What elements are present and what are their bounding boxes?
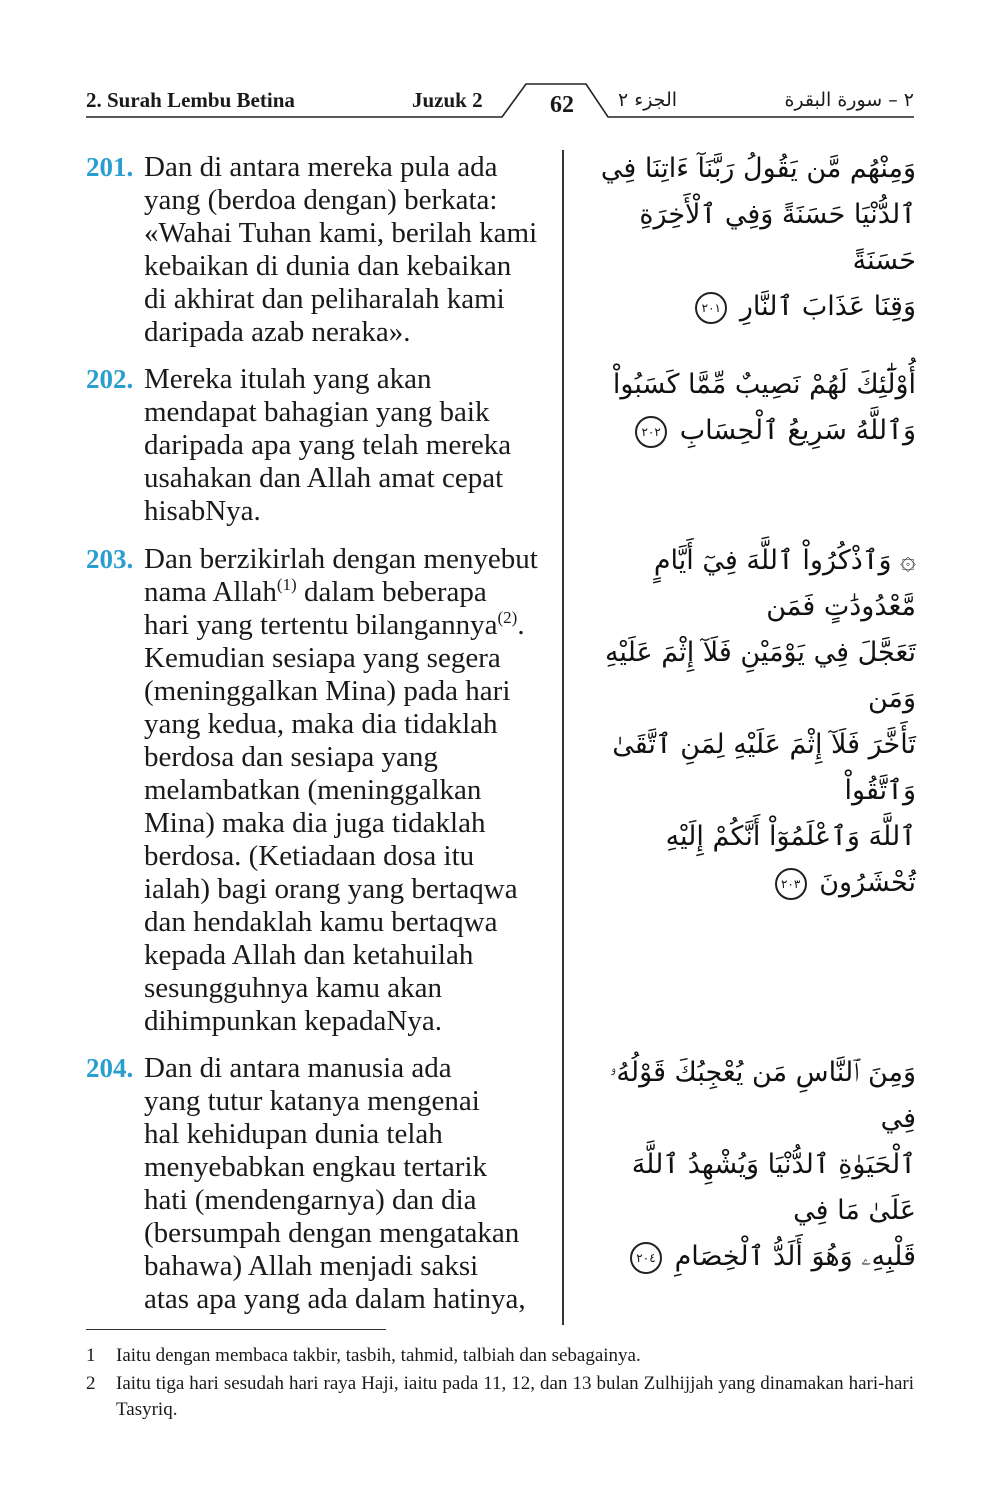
verse-201-translation [86,151,558,349]
column-divider [562,150,564,1325]
ayah-end-mark-icon: ٢٠١ [695,292,727,324]
footnote-number: 2 [86,1373,96,1394]
verse-202-translation [86,363,558,528]
header-surah-title-arabic: ٢ – سورة البقرة [784,89,914,111]
verse-number: 204. [86,1053,134,1083]
verse-201-arabic [578,146,916,330]
footnote-ref-2[interactable]: (2) [497,608,518,627]
verse-203-translation [86,543,558,1038]
page-number: 62 [550,92,574,118]
arabic-text: وَمِنَ ٱلنَّاسِ مَن يُعْجِبُكَ قَوْلُهُۥ فِي ٱلْحَيَوٰةِ ٱلدُّنْيَا وَيُشْهِدُ ٱللَّهَ عَلَىٰ مَا فِي قَلْبِهِۦ وَهُوَ أَلَدُّ ٱلْخِصَامِ [609,1057,916,1272]
verse-204-translation [86,1052,558,1316]
arabic-text: ۞ وَٱذْكُرُواْ ٱللَّهَ فِيٓ أَيَّامٍ مَّعْدُودَٰتٍ فَمَن تَعَجَّلَ فِي يَوْمَيْنِ فَلَآ إِثْمَ عَلَيْهِ وَمَن تَأَخَّرَ فَلَآ إِثْمَ عَلَيْهِ لِمَنِ ٱتَّقَىٰ وَٱتَّقُواْ ٱللَّهَ وَٱعْلَمُوٓاْ أَنَّكُمْ إِلَيْهِ تُحْشَرُونَ [604,545,916,898]
verse-203-arabic [578,538,916,906]
footnote-number: 1 [86,1345,96,1366]
ayah-end-mark-icon: ٢٠٢ [635,416,667,448]
verse-text: Dan di antara manusia ada yang tutur katanya mengenai hal kehidupan dunia telah menyebabkan engkau tertarik hati (mendengarnya) dan dia (bersumpah dengan mengatakan bahawa) Allah menjadi saksi atas apa yang ada dalam hatinya, [144,1052,526,1315]
verse-number: 203. [86,544,134,574]
header-juz-malay: Juzuk 2 [412,88,483,112]
footnote-2 [86,1371,914,1423]
header-juz-arabic: الجزء ٢ [618,89,678,111]
header-rule-with-page-tab [0,0,1000,130]
verse-text-part: . Kemudian sesiapa yang segera (meninggalkan Mina) pada hari yang kedua, maka dia tidaklah berdosa dan sesiapa yang melambatkan (meninggalkan Mina) maka dia juga tidaklah berdosa. (Ketiadaan dosa itu ialah) bagi orang yang bertaqwa dan hendaklah kamu bertaqwa kepada Allah dan ketahuilah sesungguhnya kamu akan dihimpunkan kepadaNya. [144,609,525,1037]
ayah-end-mark-icon: ٢٠٤ [630,1242,662,1274]
footnote-rule [86,1329,386,1330]
verse-text: Dan di antara mereka pula ada yang (berdoa dengan) berkata: «Wahai Tuhan kami, berilah kami kebaikan di dunia dan kebaikan di akhirat dan peliharalah kami daripada azab neraka». [144,151,538,348]
verse-text [144,543,558,1038]
verse-text-part: Dan berzikirlah dengan menyebut nama Allah [144,543,538,608]
header-surah-title-malay: 2. Surah Lembu Betina [86,88,295,112]
verse-number: 201. [86,152,134,182]
footnote-text: Iaitu tiga hari sesudah hari raya Haji, iaitu pada 11, 12, dan 13 bulan Zulhijjah yang dinamakan hari-hari Tasyriq. [116,1373,914,1420]
verse-202-arabic [578,362,916,454]
arabic-text: وَمِنْهُم مَّن يَقُولُ رَبَّنَآ ءَاتِنَا فِي ٱلدُّنْيَا حَسَنَةً وَفِي ٱلْأَخِرَةِ حَسَنَةً وَقِنَا عَذَابَ ٱلنَّارِ [600,153,916,322]
verse-204-arabic [578,1050,916,1280]
footnote-text: Iaitu dengan membaca takbir, tasbih, tahmid, talbiah dan sebagainya. [116,1345,641,1366]
verse-text-part: dalam beberapa hari yang tertentu bilangannya [144,576,498,641]
verse-number: 202. [86,364,134,394]
ayah-end-mark-icon: ٢٠٣ [775,868,807,900]
footnote-ref-1[interactable]: (1) [276,575,297,594]
footnote-1 [86,1343,914,1369]
arabic-text: أُوْلَٰٓئِكَ لَهُمْ نَصِيبٌ مِّمَّا كَسَبُواْ وَٱللَّهُ سَرِيعُ ٱلْحِسَابِ [612,369,916,446]
verse-text: Mereka itulah yang akan mendapat bahagian yang baik daripada apa yang telah mereka usahakan dan Allah amat cepat hisabNya. [144,363,512,527]
